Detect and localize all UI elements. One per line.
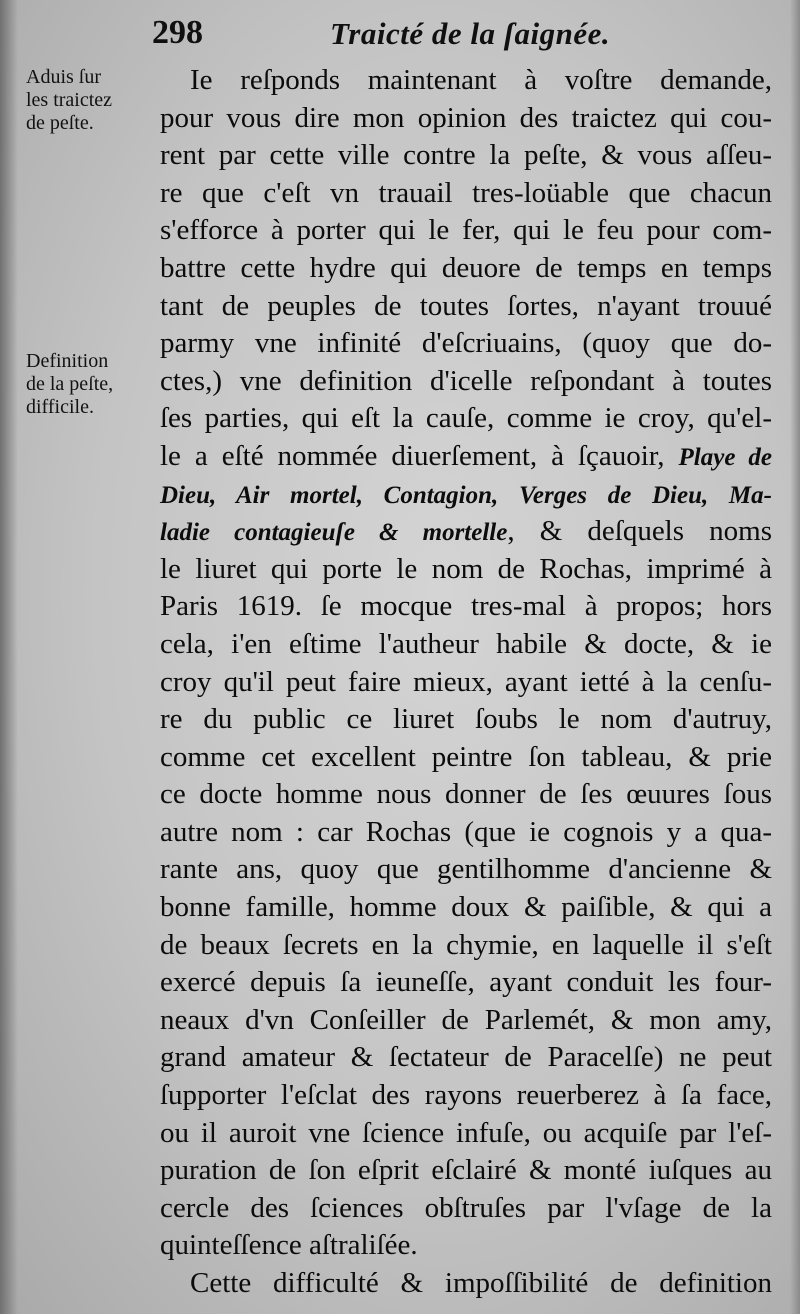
text-line: cela, i'en eſtime l'autheur habile & docte, & ie	[160, 627, 772, 660]
text-segment: le a eſté nommée diuerſement, à ſçauoir,	[160, 439, 679, 472]
italic-segment: Playe de	[678, 443, 772, 471]
running-head	[152, 12, 642, 60]
text-line: Paris 1619. ſe mocque tres-mal à propos; hors	[160, 590, 772, 623]
text-line	[160, 476, 772, 514]
text-line: ctes,) vne definition d'icelle reſpondant à toutes	[160, 364, 772, 397]
text-line	[160, 513, 772, 551]
text-line: rante ans, quoy que gentilhomme d'ancienne &	[160, 853, 772, 886]
margin-note-line: Aduis ſur	[26, 66, 101, 88]
text-line: tant de peuples de toutes ſortes, n'ayant trouué	[160, 289, 772, 322]
text-line: de beaux ſecrets en la chymie, en laquelle il s'eſt	[160, 928, 772, 961]
text-line: puration de ſon eſprit eſclairé & monté iuſques au	[160, 1154, 772, 1187]
text-line: ce docte homme nous donner de ſes œuures ſous	[160, 778, 772, 811]
text-line	[160, 438, 772, 476]
text-line: pour vous dire mon opinion des traictez qui cou-	[160, 101, 772, 134]
text-line: ſupporter l'eſclat des rayons reuerberez à ſa face,	[160, 1079, 772, 1112]
text-segment: , & deſquels noms	[507, 515, 772, 548]
margin-note-line: de la peſte,	[26, 373, 114, 395]
text-line: bonne famille, homme doux & paiſible, & qui a	[160, 891, 772, 924]
running-title: Traicté de la ſaignée.	[330, 16, 611, 51]
text-line: quinteſſence aſtraliſée.	[160, 1229, 418, 1262]
margin-note-line: de peſte.	[26, 112, 94, 134]
text-line: comme cet excellent peintre ſon tableau, & prie	[160, 740, 772, 773]
text-line: cercle des ſciences obſtruſes par l'vſage de la	[160, 1191, 772, 1224]
page-number: 298	[152, 14, 203, 51]
text-line: rent par cette ville contre la peſte, & vous aſſeu-	[160, 139, 772, 172]
text-line: parmy vne infinité d'eſcriuains, (quoy que do-	[160, 327, 772, 360]
body-text	[160, 62, 772, 1303]
text-line: autre nom : car Rochas (que ie cognois y a qua-	[160, 815, 772, 848]
text-line: ſes parties, qui eſt la cauſe, comme ie croy, qu'el-	[160, 402, 772, 435]
margin-note-line: les traictez	[26, 89, 113, 111]
text-line: ou il auroit vne ſcience infuſe, ou acquiſe par l'eſ-	[160, 1116, 772, 1149]
italic-segment: ladie contagieuſe & mortelle	[160, 519, 508, 547]
text-line: Ie reſponds maintenant à voſtre demande,	[190, 64, 772, 96]
text-line: le liuret qui porte le nom de Rochas, imprimé à	[160, 552, 772, 585]
text-line: neaux d'vn Conſeiller de Parlemét, & mon amy,	[160, 1003, 772, 1036]
italic-segment: Dieu, Air mortel, Contagion, Verges de Dieu, Ma-	[160, 481, 772, 509]
text-line: re du public ce liuret ſoubs le nom d'autruy,	[160, 703, 772, 736]
margin-note-line: Definition	[26, 350, 109, 372]
text-line: grand amateur & ſectateur de Paracelſe) ne peut	[160, 1041, 772, 1074]
margin-note-definition	[26, 350, 156, 419]
text-line: Cette difficulté & impoſſibilité de definition	[190, 1267, 772, 1299]
margin-note-line: difficile.	[26, 396, 94, 418]
text-line: re que c'eſt vn trauail tres-loüable que chacun	[160, 176, 772, 209]
text-line: exercé depuis ſa ieuneſſe, ayant conduit les four-	[160, 966, 772, 999]
margin-note-advice	[26, 66, 156, 135]
text-line: s'efforce à porter qui le fer, qui le feu pour com-	[160, 214, 772, 247]
text-line: croy qu'il peut faire mieux, ayant ietté à la cenſu-	[160, 665, 772, 698]
text-line: battre cette hydre qui deuore de temps en temps	[160, 251, 772, 284]
